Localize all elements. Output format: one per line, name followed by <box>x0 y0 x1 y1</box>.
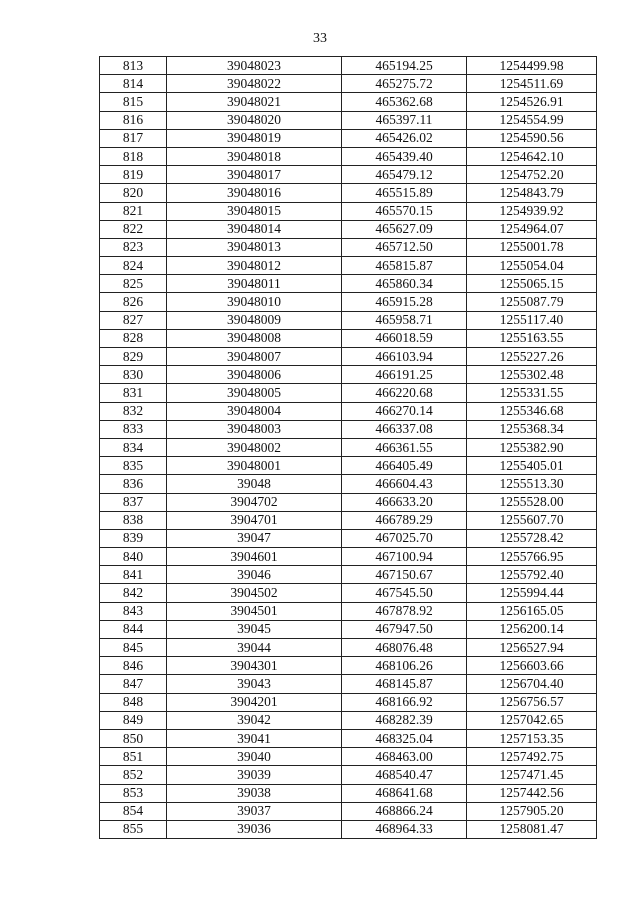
x-coordinate-cell: 467100.94 <box>342 548 467 566</box>
row-number-cell: 835 <box>100 457 167 475</box>
x-coordinate-cell: 468540.47 <box>342 766 467 784</box>
x-coordinate-cell: 465958.71 <box>342 311 467 329</box>
x-coordinate-cell: 465397.11 <box>342 111 467 129</box>
y-coordinate-cell: 1254964.07 <box>467 220 597 238</box>
point-id-cell: 39045 <box>167 620 342 638</box>
row-number-cell: 846 <box>100 657 167 675</box>
row-number-cell: 841 <box>100 566 167 584</box>
point-id-cell: 39048002 <box>167 438 342 456</box>
point-id-cell: 39044 <box>167 639 342 657</box>
x-coordinate-cell: 465275.72 <box>342 75 467 93</box>
table-row <box>100 166 597 184</box>
table-row <box>100 802 597 820</box>
table-row <box>100 584 597 602</box>
y-coordinate-cell: 1256603.66 <box>467 657 597 675</box>
y-coordinate-cell: 1255766.95 <box>467 548 597 566</box>
row-number-cell: 834 <box>100 438 167 456</box>
point-id-cell: 3904701 <box>167 511 342 529</box>
point-id-cell: 3904601 <box>167 548 342 566</box>
x-coordinate-cell: 467947.50 <box>342 620 467 638</box>
table-row <box>100 566 597 584</box>
table-row <box>100 257 597 275</box>
x-coordinate-cell: 466337.08 <box>342 420 467 438</box>
x-coordinate-cell: 465627.09 <box>342 220 467 238</box>
x-coordinate-cell: 465815.87 <box>342 257 467 275</box>
x-coordinate-cell: 468106.26 <box>342 657 467 675</box>
point-id-cell: 39048021 <box>167 93 342 111</box>
row-number-cell: 822 <box>100 220 167 238</box>
y-coordinate-cell: 1255607.70 <box>467 511 597 529</box>
row-number-cell: 819 <box>100 166 167 184</box>
table-row <box>100 238 597 256</box>
table-row <box>100 184 597 202</box>
point-id-cell: 3904501 <box>167 602 342 620</box>
table-row <box>100 675 597 693</box>
point-id-cell: 39048003 <box>167 420 342 438</box>
x-coordinate-cell: 466633.20 <box>342 493 467 511</box>
row-number-cell: 823 <box>100 238 167 256</box>
y-coordinate-cell: 1255728.42 <box>467 529 597 547</box>
table-body <box>100 57 597 839</box>
row-number-cell: 832 <box>100 402 167 420</box>
table-row <box>100 275 597 293</box>
point-id-cell: 3904201 <box>167 693 342 711</box>
row-number-cell: 827 <box>100 311 167 329</box>
x-coordinate-cell: 467025.70 <box>342 529 467 547</box>
point-id-cell: 39036 <box>167 820 342 838</box>
table-row <box>100 748 597 766</box>
x-coordinate-cell: 465860.34 <box>342 275 467 293</box>
row-number-cell: 847 <box>100 675 167 693</box>
x-coordinate-cell: 468463.00 <box>342 748 467 766</box>
table-row <box>100 602 597 620</box>
point-id-cell: 39048019 <box>167 129 342 147</box>
x-coordinate-cell: 466789.29 <box>342 511 467 529</box>
table-row <box>100 293 597 311</box>
row-number-cell: 829 <box>100 348 167 366</box>
table-row <box>100 75 597 93</box>
point-id-cell: 3904502 <box>167 584 342 602</box>
x-coordinate-cell: 465194.25 <box>342 57 467 75</box>
point-id-cell: 39040 <box>167 748 342 766</box>
x-coordinate-cell: 468282.39 <box>342 711 467 729</box>
table-row <box>100 329 597 347</box>
y-coordinate-cell: 1255382.90 <box>467 438 597 456</box>
row-number-cell: 830 <box>100 366 167 384</box>
table-row <box>100 511 597 529</box>
x-coordinate-cell: 466270.14 <box>342 402 467 420</box>
point-id-cell: 39048022 <box>167 75 342 93</box>
row-number-cell: 814 <box>100 75 167 93</box>
row-number-cell: 828 <box>100 329 167 347</box>
table-row <box>100 366 597 384</box>
y-coordinate-cell: 1257042.65 <box>467 711 597 729</box>
y-coordinate-cell: 1255054.04 <box>467 257 597 275</box>
y-coordinate-cell: 1255331.55 <box>467 384 597 402</box>
table-row <box>100 111 597 129</box>
row-number-cell: 838 <box>100 511 167 529</box>
y-coordinate-cell: 1257153.35 <box>467 729 597 747</box>
point-id-cell: 39048020 <box>167 111 342 129</box>
table-row <box>100 93 597 111</box>
row-number-cell: 826 <box>100 293 167 311</box>
row-number-cell: 850 <box>100 729 167 747</box>
y-coordinate-cell: 1254499.98 <box>467 57 597 75</box>
x-coordinate-cell: 468866.24 <box>342 802 467 820</box>
row-number-cell: 817 <box>100 129 167 147</box>
x-coordinate-cell: 465439.40 <box>342 147 467 165</box>
table-row <box>100 57 597 75</box>
y-coordinate-cell: 1254752.20 <box>467 166 597 184</box>
row-number-cell: 840 <box>100 548 167 566</box>
row-number-cell: 824 <box>100 257 167 275</box>
row-number-cell: 849 <box>100 711 167 729</box>
table-row <box>100 693 597 711</box>
table-row <box>100 311 597 329</box>
point-id-cell: 39042 <box>167 711 342 729</box>
row-number-cell: 821 <box>100 202 167 220</box>
y-coordinate-cell: 1254554.99 <box>467 111 597 129</box>
y-coordinate-cell: 1257471.45 <box>467 766 597 784</box>
table-row <box>100 657 597 675</box>
table-row <box>100 438 597 456</box>
y-coordinate-cell: 1255001.78 <box>467 238 597 256</box>
y-coordinate-cell: 1256527.94 <box>467 639 597 657</box>
row-number-cell: 813 <box>100 57 167 75</box>
x-coordinate-cell: 465426.02 <box>342 129 467 147</box>
point-id-cell: 39048011 <box>167 275 342 293</box>
row-number-cell: 851 <box>100 748 167 766</box>
x-coordinate-cell: 467545.50 <box>342 584 467 602</box>
table-row <box>100 220 597 238</box>
x-coordinate-cell: 466191.25 <box>342 366 467 384</box>
point-id-cell: 39038 <box>167 784 342 802</box>
table-row <box>100 620 597 638</box>
x-coordinate-cell: 466103.94 <box>342 348 467 366</box>
y-coordinate-cell: 1255346.68 <box>467 402 597 420</box>
y-coordinate-cell: 1255065.15 <box>467 275 597 293</box>
row-number-cell: 855 <box>100 820 167 838</box>
row-number-cell: 816 <box>100 111 167 129</box>
y-coordinate-cell: 1256165.05 <box>467 602 597 620</box>
x-coordinate-cell: 466220.68 <box>342 384 467 402</box>
row-number-cell: 839 <box>100 529 167 547</box>
y-coordinate-cell: 1256756.57 <box>467 693 597 711</box>
point-id-cell: 39048006 <box>167 366 342 384</box>
x-coordinate-cell: 468166.92 <box>342 693 467 711</box>
x-coordinate-cell: 466361.55 <box>342 438 467 456</box>
y-coordinate-cell: 1258081.47 <box>467 820 597 838</box>
y-coordinate-cell: 1255994.44 <box>467 584 597 602</box>
row-number-cell: 845 <box>100 639 167 657</box>
x-coordinate-cell: 468076.48 <box>342 639 467 657</box>
coordinates-table <box>99 56 597 839</box>
page-number: 33 <box>313 31 327 46</box>
point-id-cell: 39048009 <box>167 311 342 329</box>
point-id-cell: 3904702 <box>167 493 342 511</box>
table-row <box>100 493 597 511</box>
point-id-cell: 39041 <box>167 729 342 747</box>
x-coordinate-cell: 466018.59 <box>342 329 467 347</box>
point-id-cell: 39048023 <box>167 57 342 75</box>
row-number-cell: 825 <box>100 275 167 293</box>
point-id-cell: 39048018 <box>167 147 342 165</box>
y-coordinate-cell: 1254843.79 <box>467 184 597 202</box>
point-id-cell: 39048017 <box>167 166 342 184</box>
y-coordinate-cell: 1254939.92 <box>467 202 597 220</box>
y-coordinate-cell: 1255513.30 <box>467 475 597 493</box>
y-coordinate-cell: 1254590.56 <box>467 129 597 147</box>
x-coordinate-cell: 465515.89 <box>342 184 467 202</box>
point-id-cell: 39037 <box>167 802 342 820</box>
y-coordinate-cell: 1257905.20 <box>467 802 597 820</box>
point-id-cell: 39048012 <box>167 257 342 275</box>
point-id-cell: 3904301 <box>167 657 342 675</box>
x-coordinate-cell: 465570.15 <box>342 202 467 220</box>
row-number-cell: 820 <box>100 184 167 202</box>
x-coordinate-cell: 465479.12 <box>342 166 467 184</box>
x-coordinate-cell: 467878.92 <box>342 602 467 620</box>
y-coordinate-cell: 1254526.91 <box>467 93 597 111</box>
y-coordinate-cell: 1257442.56 <box>467 784 597 802</box>
table-row <box>100 457 597 475</box>
table-row <box>100 729 597 747</box>
table-row <box>100 820 597 838</box>
y-coordinate-cell: 1255087.79 <box>467 293 597 311</box>
table-row <box>100 147 597 165</box>
table-row <box>100 639 597 657</box>
table-row <box>100 711 597 729</box>
y-coordinate-cell: 1255117.40 <box>467 311 597 329</box>
point-id-cell: 39048015 <box>167 202 342 220</box>
row-number-cell: 833 <box>100 420 167 438</box>
table-row <box>100 202 597 220</box>
point-id-cell: 39048008 <box>167 329 342 347</box>
row-number-cell: 852 <box>100 766 167 784</box>
point-id-cell: 39048004 <box>167 402 342 420</box>
y-coordinate-cell: 1255405.01 <box>467 457 597 475</box>
point-id-cell: 39048001 <box>167 457 342 475</box>
table-row <box>100 475 597 493</box>
x-coordinate-cell: 468145.87 <box>342 675 467 693</box>
point-id-cell: 39043 <box>167 675 342 693</box>
y-coordinate-cell: 1255368.34 <box>467 420 597 438</box>
row-number-cell: 843 <box>100 602 167 620</box>
x-coordinate-cell: 465915.28 <box>342 293 467 311</box>
x-coordinate-cell: 466604.43 <box>342 475 467 493</box>
x-coordinate-cell: 468325.04 <box>342 729 467 747</box>
y-coordinate-cell: 1256200.14 <box>467 620 597 638</box>
row-number-cell: 837 <box>100 493 167 511</box>
row-number-cell: 842 <box>100 584 167 602</box>
y-coordinate-cell: 1255163.55 <box>467 329 597 347</box>
x-coordinate-cell: 468964.33 <box>342 820 467 838</box>
point-id-cell: 39039 <box>167 766 342 784</box>
table-row <box>100 784 597 802</box>
x-coordinate-cell: 466405.49 <box>342 457 467 475</box>
table-row <box>100 766 597 784</box>
row-number-cell: 836 <box>100 475 167 493</box>
row-number-cell: 831 <box>100 384 167 402</box>
y-coordinate-cell: 1255792.40 <box>467 566 597 584</box>
point-id-cell: 39048010 <box>167 293 342 311</box>
x-coordinate-cell: 467150.67 <box>342 566 467 584</box>
point-id-cell: 39048013 <box>167 238 342 256</box>
y-coordinate-cell: 1257492.75 <box>467 748 597 766</box>
y-coordinate-cell: 1255227.26 <box>467 348 597 366</box>
y-coordinate-cell: 1254642.10 <box>467 147 597 165</box>
table-row <box>100 348 597 366</box>
row-number-cell: 818 <box>100 147 167 165</box>
row-number-cell: 815 <box>100 93 167 111</box>
point-id-cell: 39048014 <box>167 220 342 238</box>
table-row <box>100 420 597 438</box>
table-row <box>100 129 597 147</box>
row-number-cell: 848 <box>100 693 167 711</box>
table-row <box>100 384 597 402</box>
point-id-cell: 39048 <box>167 475 342 493</box>
point-id-cell: 39048007 <box>167 348 342 366</box>
y-coordinate-cell: 1256704.40 <box>467 675 597 693</box>
table-row <box>100 402 597 420</box>
point-id-cell: 39046 <box>167 566 342 584</box>
table-row <box>100 548 597 566</box>
point-id-cell: 39048016 <box>167 184 342 202</box>
row-number-cell: 844 <box>100 620 167 638</box>
table-row <box>100 529 597 547</box>
y-coordinate-cell: 1255528.00 <box>467 493 597 511</box>
x-coordinate-cell: 468641.68 <box>342 784 467 802</box>
y-coordinate-cell: 1254511.69 <box>467 75 597 93</box>
row-number-cell: 854 <box>100 802 167 820</box>
point-id-cell: 39047 <box>167 529 342 547</box>
row-number-cell: 853 <box>100 784 167 802</box>
x-coordinate-cell: 465712.50 <box>342 238 467 256</box>
y-coordinate-cell: 1255302.48 <box>467 366 597 384</box>
x-coordinate-cell: 465362.68 <box>342 93 467 111</box>
point-id-cell: 39048005 <box>167 384 342 402</box>
